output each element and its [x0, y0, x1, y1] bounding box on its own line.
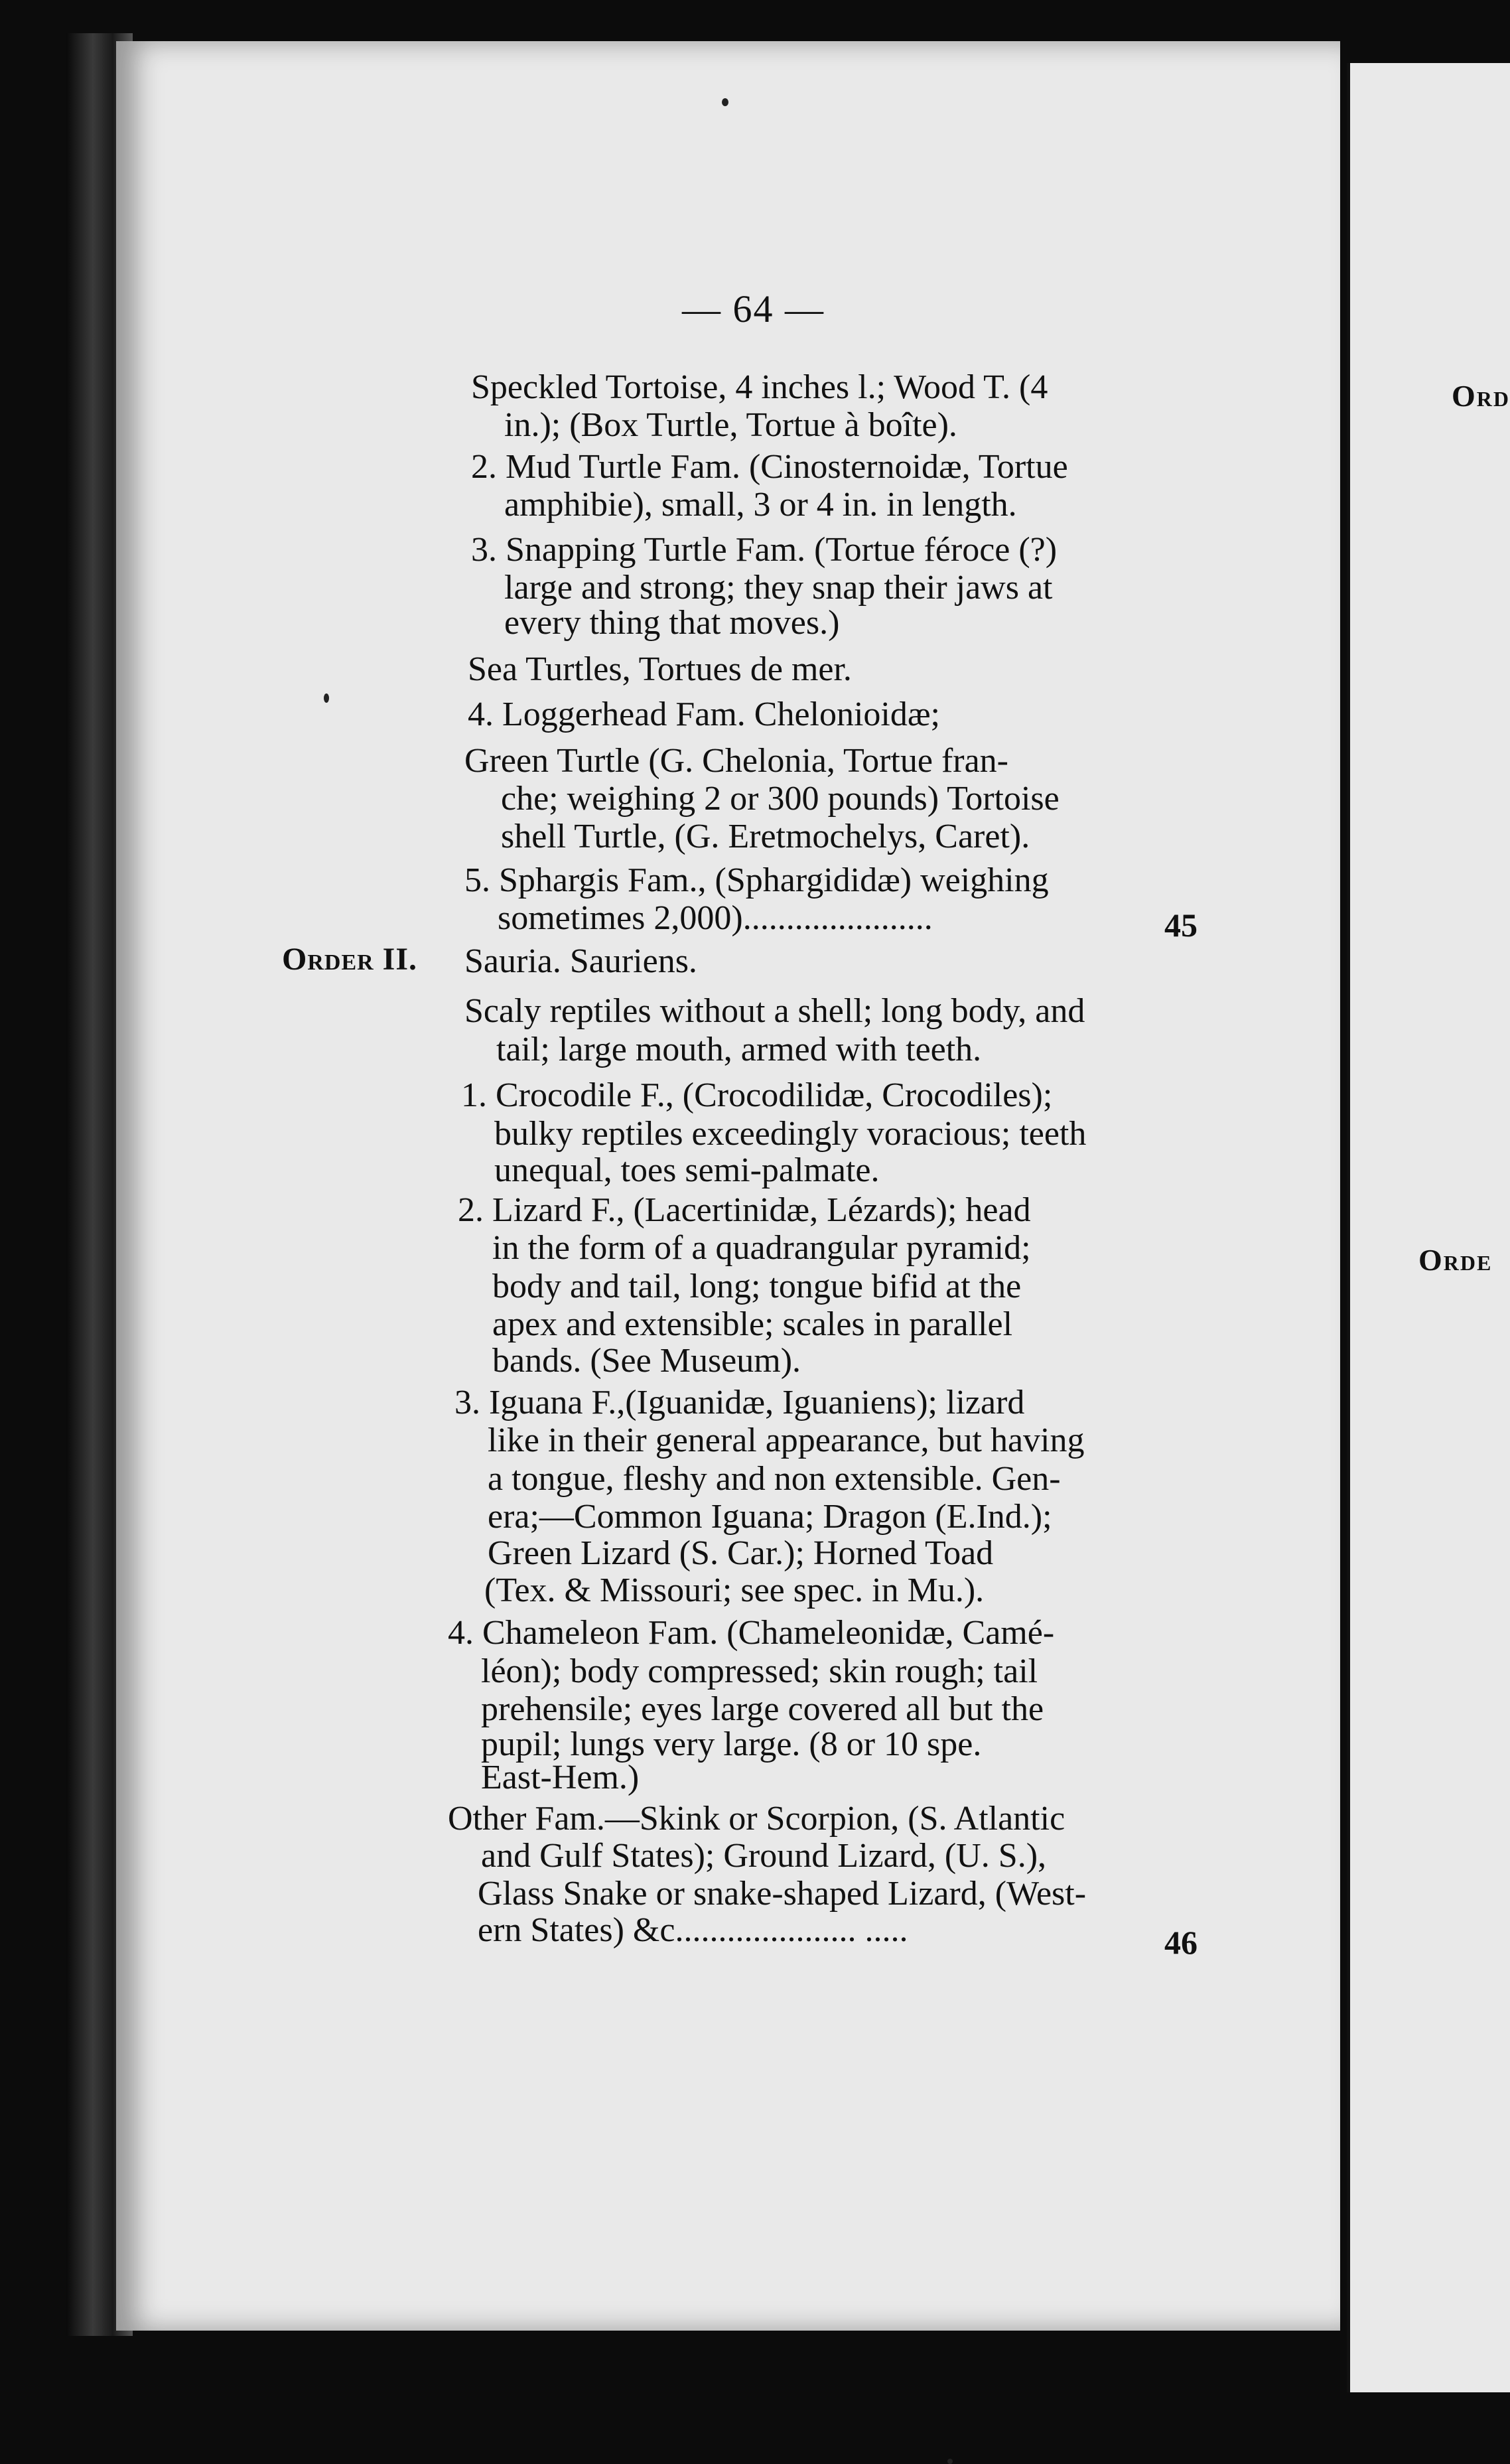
text-line: Speckled Tortoise, 4 inches l.; Wood T. (4 — [471, 368, 1048, 406]
text-line: and Gulf States); Ground Lizard, (U. S.), — [481, 1837, 1047, 1875]
text-line: prehensile; eyes large covered all but the — [481, 1690, 1044, 1728]
text-line: 4. Loggerhead Fam. Chelonioidæ; — [468, 695, 941, 733]
text-line: 5. Sphargis Fam., (Sphargididæ) weighing — [464, 861, 1049, 899]
text-line: in.); (Box Turtle, Tortue à boîte). — [504, 406, 957, 444]
text-line: 2. Mud Turtle Fam. (Cinosternoidæ, Tortue — [471, 448, 1068, 486]
text-line: 4. Chameleon Fam. (Chameleonidæ, Camé- — [448, 1614, 1055, 1652]
text-line: Sea Turtles, Tortues de mer. — [468, 650, 852, 688]
text-line: ern States) &c..................... ..... — [478, 1911, 908, 1949]
text-line: 2. Lizard F., (Lacertinidæ, Lézards); head — [458, 1191, 1031, 1229]
text-line: bulky reptiles exceedingly voracious; teeth — [494, 1115, 1087, 1153]
page-number: — 64 — — [682, 287, 825, 330]
text-line: East-Hem.) — [481, 1759, 640, 1796]
ink-speck — [722, 98, 728, 106]
text-line: amphibie), small, 3 or 4 in. in length. — [504, 486, 1017, 524]
ink-speck — [324, 693, 329, 703]
text-line: Scaly reptiles without a shell; long body, and — [464, 992, 1085, 1030]
text-line: Other Fam.—Skink or Scorpion, (S. Atlantic — [448, 1800, 1065, 1838]
text-line: tail; large mouth, armed with teeth. — [496, 1031, 982, 1068]
text-line: apex and extensible; scales in parallel — [492, 1305, 1013, 1343]
text-line: léon); body compressed; skin rough; tail — [481, 1652, 1038, 1690]
ink-speck — [947, 2459, 953, 2464]
text-line: like in their general appearance, but having — [488, 1421, 1085, 1459]
text-line: unequal, toes semi-palmate. — [494, 1151, 880, 1189]
order-label: Order II. — [282, 942, 418, 977]
text-line: Glass Snake or snake-shaped Lizard, (West- — [478, 1875, 1087, 1913]
text-line: Green Turtle (G. Chelonia, Tortue fran- — [464, 742, 1008, 780]
text-line: body and tail, long; tongue bifid at the — [492, 1268, 1022, 1305]
text-line: che; weighing 2 or 300 pounds) Tortoise — [501, 780, 1060, 818]
text-line: (Tex. & Missouri; see spec. in Mu.). — [484, 1571, 985, 1609]
text-line: era;—Common Iguana; Dragon (E.Ind.); — [488, 1498, 1052, 1536]
page-reference: 45 — [1164, 906, 1198, 944]
text-line: shell Turtle, (G. Eretmochelys, Caret). — [501, 818, 1030, 855]
text-line: Sauria. Sauriens. — [464, 942, 697, 980]
text-line: a tongue, fleshy and non extensible. Gen- — [488, 1460, 1061, 1498]
facing-page-fragment: Ord — [1452, 379, 1510, 413]
text-line: every thing that moves.) — [504, 604, 840, 642]
text-line: sometimes 2,000)...................... — [498, 899, 933, 937]
facing-page-fragment: Orde — [1418, 1243, 1493, 1277]
text-line: 3. Iguana F.,(Iguanidæ, Iguaniens); lizard — [454, 1384, 1025, 1421]
text-line: in the form of a quadrangular pyramid; — [492, 1229, 1031, 1267]
text-line: Green Lizard (S. Car.); Horned Toad — [488, 1534, 994, 1572]
text-line: pupil; lungs very large. (8 or 10 spe. — [481, 1725, 982, 1763]
page-reference: 46 — [1164, 1924, 1198, 1961]
text-line: 3. Snapping Turtle Fam. (Tortue féroce (?) — [471, 531, 1058, 569]
text-line: bands. (See Museum). — [492, 1342, 801, 1380]
text-line: large and strong; they snap their jaws at — [504, 569, 1053, 607]
text-line: 1. Crocodile F., (Crocodilidæ, Crocodiles); — [461, 1076, 1053, 1114]
